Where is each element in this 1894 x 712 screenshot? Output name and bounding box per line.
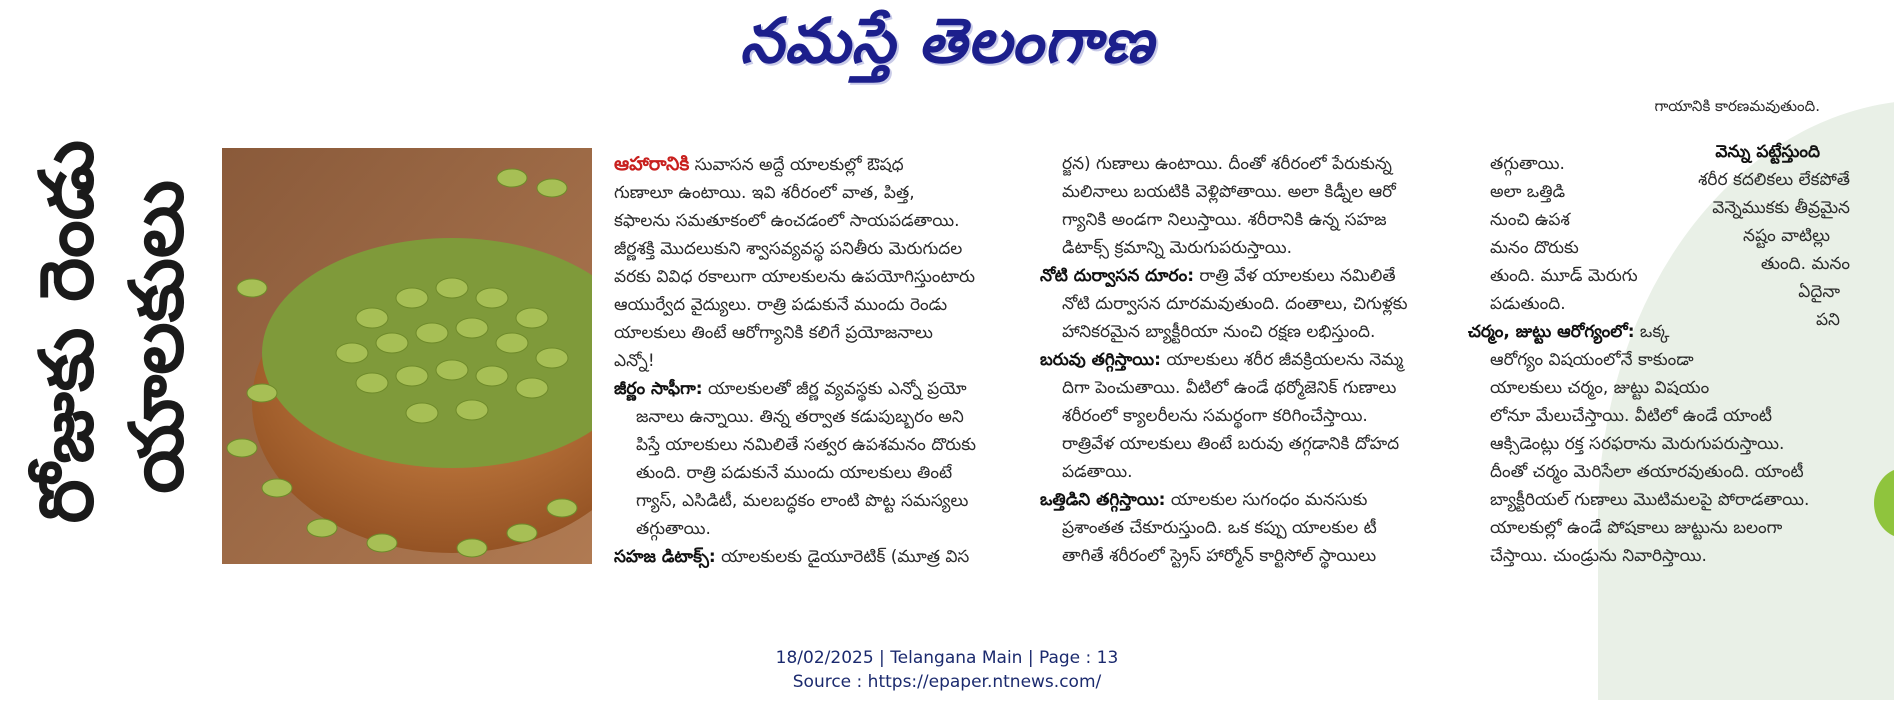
body-line: జనాలు ఉన్నాయి. తిన్న తర్వాత కడుపుబ్బరం అని [636,407,964,427]
body-line: ర్జన) గుణాలు ఉంటాయి. దీంతో శరీరంలో పేరుకున్న [1062,154,1392,174]
section-heading: జీర్ణం సాఫీగా: [614,379,703,399]
headline-line-1: రోజుకు రెండు [24,140,110,524]
headline-line-2: యాలకులు [114,180,200,494]
body-line: తగ్గుతాయి. [1490,154,1565,174]
body-line: గుణాలూ ఉంటాయి. ఇవి శరీరంలో వాత, పిత్త, [614,183,915,203]
footer-source: Source : https://epaper.ntnews.com/ [792,672,1102,692]
body-line: ఎన్నో! [614,351,655,371]
body-line: హానికరమైన బ్యాక్టీరియా నుంచి రక్షణ లభిస్తుంది. [1062,322,1376,342]
lead-word: ఆహారానికి [614,153,690,175]
body-line: నష్టం వాటిల్లు [1743,226,1830,246]
footer-date-edition: 18/02/2025 | Telangana Main | Page : 13 [775,648,1119,668]
cardamom-bowl-photo [222,148,592,564]
body-line: వెన్నెముకకు తీవ్రమైన [1712,198,1850,218]
body-line: యాలకులు తింటే ఆరోగ్యానికి కలిగే ప్రయోజనాలు [614,323,933,343]
body-line: వరకు వివిధ రకాలుగా యాలకులను ఉపయోగిస్తుంటారు [614,267,975,287]
body-line: నుంచి ఉపశ [1490,210,1570,230]
section-heading: వెన్ను పట్టేస్తుంది [1715,142,1820,162]
section-heading: సహజ డిటాక్స్: [614,547,716,567]
body-line: పడుతుంది. [1490,294,1566,314]
body-line: సువాసన అద్దే యాలకుల్లో ఔషధ [689,155,904,175]
body-line: యాలకులకు డైయూరెటిక్ (మూత్ర విస [715,547,970,567]
body-line: చేస్తాయి. చుండ్రును నివారిస్తాయి. [1490,546,1707,566]
body-line: జీర్ణశక్తి మొదలుకుని శ్వాసవ్యవస్థ పనితీరు మెరుగుదల [614,239,963,259]
body-line: యాలకులు శరీర జీవక్రియలను నెమ్మ [1160,350,1404,370]
body-line: ఆయుర్వేద వైద్యులు. రాత్రి పడుకునే ముందు రెండు [614,295,948,315]
section-heading: నోటి దుర్వాసన దూరం: [1040,266,1195,286]
body-line: యాలకుల సుగంధం మనసుకు [1165,490,1368,510]
body-line: యాలకులు చర్మం, జుట్టు విషయం [1490,378,1710,398]
article-column-4 [1640,92,1880,334]
article-column-1 [614,150,1014,571]
headline [24,140,210,570]
body-line: యాలకుల్లో ఉండే పోషకాలు జుట్టును బలంగా [1490,518,1783,538]
body-line: యాలకులతో జీర్ణ వ్యవస్థకు ఎన్నో ప్రయో [702,379,967,399]
body-line: శరీర కదలికలు లేకపోతే [1698,170,1850,190]
section-heading: చర్మం, జుట్టు ఆరోగ్యంలో: [1468,322,1635,342]
section-heading: ఒత్తిడిని తగ్గిస్తాయి: [1040,490,1166,510]
body-line: దిగా పెంచుతాయి. వీటిలో ఉండే థర్మోజెనిక్ గుణాలు [1062,378,1397,398]
body-line: తుంది. మూడ్ మెరుగు [1490,266,1638,286]
masthead [0,0,1894,84]
body-line: తుంది. రాత్రి పడుకునే ముందు యాలకులు తింటే [636,463,953,483]
body-line: గాయానికి కారణమవుతుంది. [1654,97,1820,115]
body-line: ఆక్సిడెంట్లు రక్త సరఫరాను మెరుగుపరుస్తాయి. [1490,434,1785,454]
body-line: తాగితే శరీరంలో స్ట్రెస్ హార్మోన్ కార్టిసోల్ స్థాయిలు [1062,546,1377,566]
body-line: కఫాలను సమతూకంలో ఉంచడంలో సాయపడతాయి. [614,211,960,231]
body-line: పిస్తే యాలకులు నమిలితే సత్వర ఉపశమనం దొరుకు [636,435,977,455]
body-line: ఒక్క [1634,322,1670,342]
body-line: ఆరోగ్యం విషయంలోనే కాకుండా [1490,350,1694,370]
body-line: శరీరంలో క్యాలరీలను సమర్థంగా కరిగించేస్తాయి. [1062,406,1368,426]
body-line: అలా ఒత్తిడి [1490,182,1566,202]
body-line: పడతాయి. [1062,462,1133,482]
body-line: నోటి దుర్వాసన దూరమవుతుంది. దంతాలు, చిగుళ్లకు [1062,294,1408,314]
masthead-title: నమస్తే తెలంగాణ [739,4,1155,77]
body-line: గ్యాస్, ఎసిడిటీ, మలబద్ధకం లాంటి పొట్ట సమస్యలు [636,491,969,511]
body-line: మలినాలు బయటికి వెళ్లిపోతాయి. అలా కిడ్నీల ఆరో [1062,182,1396,202]
body-line: తుంది. మనం [1760,254,1850,274]
body-line: పని [1815,310,1840,330]
body-line: బ్యాక్టీరియల్ గుణాలు మొటిమలపై పోరాడతాయి. [1490,490,1810,510]
body-line: లోనూ మేలుచేస్తాయి. వీటిలో ఉండే యాంటీ [1490,406,1772,426]
body-line: దీంతో చర్మం మెరిసేలా తయారవుతుంది. యాంటీ [1490,462,1804,482]
body-line: రాత్రివేళ యాలకులు తింటే బరువు తగ్గడానికి దోహద [1062,434,1400,454]
body-line: డిటాక్స్ క్రమాన్ని మెరుగుపరుస్తాయి. [1062,238,1292,258]
section-heading: బరువు తగ్గిస్తాయి: [1040,350,1161,370]
body-line: ఏదైనా [1798,282,1840,302]
body-line: ప్రశాంతత చేకూరుస్తుంది. ఒక కప్పు యాలకుల టీ [1062,518,1377,538]
article-column-2 [1040,150,1440,570]
body-line: గ్యానికి అండగా నిలుస్తాయి. శరీరానికి ఉన్న సహజ [1062,210,1387,230]
body-line: తగ్గుతాయి. [636,519,711,539]
body-line: మనం దొరుకు [1490,238,1579,258]
body-line: రాత్రి వేళ యాలకులు నమిలితే [1194,266,1396,286]
